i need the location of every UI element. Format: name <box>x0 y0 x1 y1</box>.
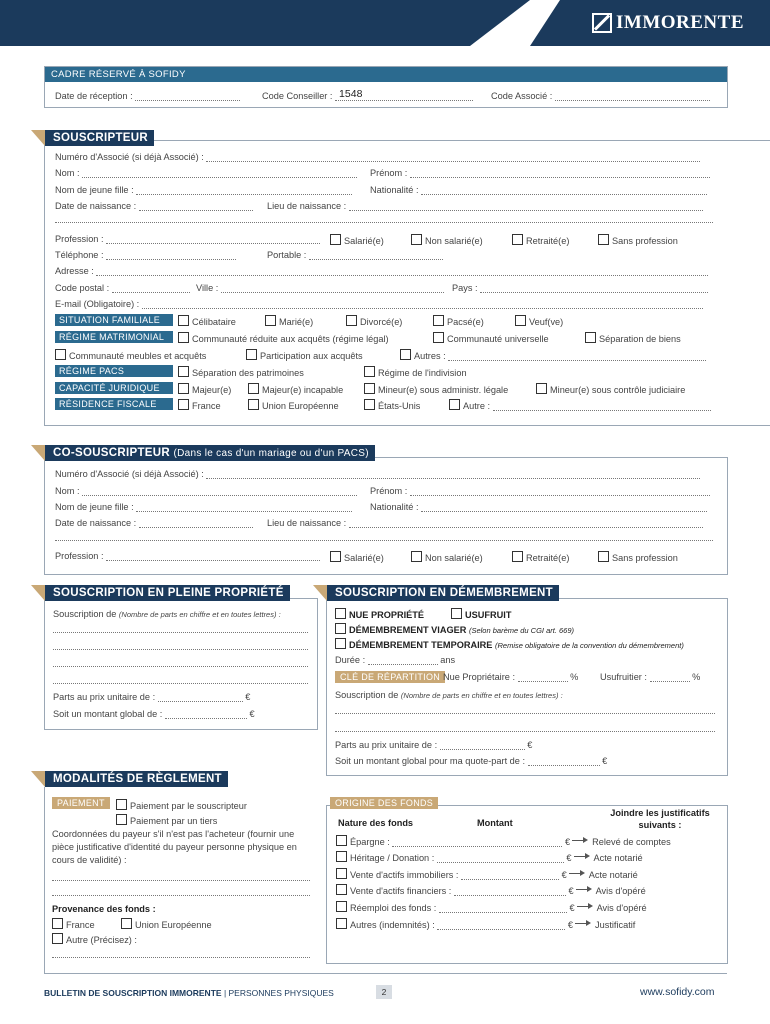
checkbox-icon <box>512 234 523 245</box>
modalites-title: MODALITÉS DE RÈGLEMENT <box>45 771 228 787</box>
profession-field[interactable] <box>106 234 320 244</box>
arrow-right-icon <box>572 836 590 845</box>
adresse-label: Adresse : <box>55 266 94 276</box>
residence-france-checkbox[interactable]: France <box>178 399 221 411</box>
pp-montant-field[interactable] <box>165 709 247 719</box>
co-prof-non-salarie-checkbox[interactable]: Non salarié(e) <box>411 551 483 563</box>
checkbox-icon <box>364 383 375 394</box>
checkbox-icon <box>178 332 189 343</box>
duree-label: Durée : <box>335 655 366 665</box>
capacite-juridique-tag: CAPACITÉ JURIDIQUE <box>55 382 173 394</box>
nue-proprietaire-field[interactable] <box>518 672 568 682</box>
telephone-field[interactable] <box>106 250 236 260</box>
souscripteur-title: SOUSCRIPTEUR <box>45 130 154 146</box>
co-profession-label: Profession : <box>55 551 104 561</box>
residence-autre-field[interactable] <box>493 401 711 411</box>
checkbox-icon <box>330 234 341 245</box>
situation-veuf-checkbox[interactable]: Veuf(ve) <box>515 315 563 327</box>
coordonnees-payeur-text: Coordonnées du payeur s'il n'est pas l'acheteur (fournir une pièce justificative d'identité du payeur personne physique en cours de validité) : <box>52 829 297 865</box>
checkbox-icon <box>248 399 259 410</box>
capacite-majeur-incapable-checkbox[interactable]: Majeur(e) incapable <box>248 383 343 395</box>
situation-marie-checkbox[interactable]: Marié(e) <box>265 315 313 327</box>
cadre-title: CADRE RÉSERVÉ À SOFIDY <box>45 67 727 82</box>
checkbox-icon <box>536 383 547 394</box>
code-postal-field[interactable] <box>112 283 190 293</box>
capacite-mineur-judiciaire-checkbox[interactable]: Mineur(e) sous contrôle judiciaire <box>536 383 685 395</box>
portable-field[interactable] <box>309 250 443 260</box>
date-reception-label: Date de réception : <box>55 91 133 101</box>
checkbox-icon <box>55 349 66 360</box>
demembrement-title: SOUSCRIPTION EN DÉMEMBREMENT <box>327 585 559 601</box>
usufruitier-label: Usufruitier : <box>600 672 647 682</box>
profession-label: Profession : <box>55 234 104 244</box>
co-lieu-naissance-field[interactable] <box>349 518 703 528</box>
co-numero-field[interactable] <box>206 469 700 479</box>
co-profession-field[interactable] <box>106 551 320 561</box>
situation-familiale-tag: SITUATION FAMILIALE <box>55 314 173 326</box>
regime-separation-biens-checkbox[interactable]: Séparation de biens <box>585 332 681 344</box>
origine-row[interactable]: Réemploi des fonds : € Avis d'opéré <box>336 901 647 913</box>
pp-parts-line1[interactable] <box>53 632 308 633</box>
code-conseiller-label: Code Conseiller : <box>262 91 333 101</box>
pp-prix-field[interactable] <box>158 692 243 702</box>
date-naissance-label: Date de naissance : <box>55 201 137 211</box>
nom-jeune-fille-field[interactable] <box>136 185 352 195</box>
regime-pacs-tag: RÉGIME PACS <box>55 365 173 377</box>
immorente-logo-icon <box>592 13 612 33</box>
checkbox-icon <box>598 551 609 562</box>
pacs-separation-checkbox[interactable]: Séparation des patrimoines <box>178 366 304 378</box>
situation-pacse-checkbox[interactable]: Pacsé(e) <box>433 315 484 327</box>
portable-label: Portable : <box>267 250 307 260</box>
checkbox-icon <box>364 366 375 377</box>
checkbox-icon <box>433 315 444 326</box>
email-label: E-mail (Obligatoire) : <box>55 299 140 309</box>
co-lieu-naissance-line2[interactable] <box>55 540 713 541</box>
checkbox-icon <box>364 399 375 410</box>
ans-label: ans <box>440 655 456 665</box>
situation-divorce-checkbox[interactable]: Divorcé(e) <box>346 315 402 327</box>
provenance-france-checkbox[interactable]: France <box>52 918 95 930</box>
checkbox-icon <box>336 901 347 912</box>
prof-salarie-checkbox[interactable]: Salarié(e) <box>330 234 384 246</box>
co-date-naissance-label: Date de naissance : <box>55 518 137 528</box>
date-reception-field[interactable] <box>135 91 240 101</box>
regime-communaute-universelle-checkbox[interactable]: Communauté universelle <box>433 332 549 344</box>
col-nature-header: Nature des fonds <box>338 818 414 828</box>
col-justif-header: Joindre les justificatifs suivants : <box>610 808 710 830</box>
checkbox-icon <box>400 349 411 360</box>
usufruit-checkbox[interactable]: USUFRUIT <box>451 608 511 620</box>
checkbox-icon <box>585 332 596 343</box>
origine-montant-field[interactable] <box>437 920 565 930</box>
nue-propriete-checkbox[interactable]: NUE PROPRIÉTÉ <box>335 608 424 620</box>
origine-row[interactable]: Vente d'actifs immobiliers : € Acte notarié <box>336 868 638 880</box>
demembrement-viager-checkbox[interactable]: DÉMEMBREMENT VIAGER (Selon barème du CGI art. 669) <box>335 623 574 635</box>
origine-row[interactable]: Héritage / Donation : € Acte notarié <box>336 851 643 863</box>
nom-jeune-fille-label: Nom de jeune fille : <box>55 185 134 195</box>
co-nationalite-label: Nationalité : <box>370 502 419 512</box>
origine-row[interactable]: Vente d'actifs financiers : € Avis d'opéré <box>336 884 646 896</box>
nom-label: Nom : <box>55 168 80 178</box>
co-date-naissance-field[interactable] <box>139 518 253 528</box>
residence-autre-checkbox[interactable]: Autre : <box>449 399 711 411</box>
dm-parts-line1[interactable] <box>335 713 715 714</box>
provenance-autre-checkbox[interactable]: Autre (Précisez) : <box>52 933 137 945</box>
regime-participation-checkbox[interactable]: Participation aux acquêts <box>246 349 363 361</box>
pays-label: Pays : <box>452 283 478 293</box>
origine-montant-field[interactable] <box>437 853 564 863</box>
coordonnees-line2[interactable] <box>52 895 310 896</box>
checkbox-icon <box>336 868 347 879</box>
checkbox-icon <box>265 315 276 326</box>
pp-souscription-note: (Nombre de parts en chiffre et en toutes lettres) : <box>118 610 281 619</box>
prenom-field[interactable] <box>410 168 710 178</box>
lieu-naissance-field[interactable] <box>349 201 703 211</box>
origine-montant-field[interactable] <box>392 837 562 847</box>
co-prenom-field[interactable] <box>410 486 710 496</box>
pp-parts-line2[interactable] <box>53 649 308 650</box>
prof-non-salarie-checkbox[interactable]: Non salarié(e) <box>411 234 483 246</box>
checkbox-icon <box>336 884 347 895</box>
checkbox-icon <box>178 315 189 326</box>
co-numero-label: Numéro d'Associé (si déjà Associé) : <box>55 469 204 479</box>
situation-celibataire-checkbox[interactable]: Célibataire <box>178 315 236 327</box>
checkbox-icon <box>433 332 444 343</box>
checkbox-icon <box>335 608 346 619</box>
numero-associe-field[interactable] <box>206 152 700 162</box>
code-associe-label: Code Associé : <box>491 91 553 101</box>
date-naissance-field[interactable] <box>139 201 253 211</box>
checkbox-icon <box>598 234 609 245</box>
pacs-indivision-checkbox[interactable]: Régime de l'indivision <box>364 366 467 378</box>
checkbox-icon <box>178 383 189 394</box>
code-associe-field[interactable] <box>555 91 710 101</box>
pp-parts-line3[interactable] <box>53 666 308 667</box>
code-conseiller-value: 1548 <box>339 88 363 100</box>
logo-text: IMMORENTE <box>616 12 744 33</box>
arrow-right-icon <box>569 869 587 878</box>
checkbox-icon <box>451 608 462 619</box>
col-montant-header: Montant <box>477 818 513 828</box>
footer-website-link[interactable]: www.sofidy.com <box>640 986 715 998</box>
immorente-logo <box>592 12 744 34</box>
cadre-panel <box>44 66 728 108</box>
checkbox-icon <box>116 814 127 825</box>
regime-matrimonial-tag: RÉGIME MATRIMONIAL <box>55 331 173 343</box>
co-nom-label: Nom : <box>55 486 80 496</box>
lieu-naissance-label: Lieu de naissance : <box>267 201 347 211</box>
checkbox-icon <box>336 918 347 929</box>
dm-souscription-label: Souscription de <box>335 690 399 700</box>
provenance-title: Provenance des fonds : <box>52 904 156 914</box>
checkbox-icon <box>330 551 341 562</box>
ville-field[interactable] <box>221 283 444 293</box>
dm-prix-field[interactable] <box>440 740 525 750</box>
dm-parts-line2[interactable] <box>335 731 715 732</box>
checkbox-icon <box>411 551 422 562</box>
code-postal-label: Code postal : <box>55 283 110 293</box>
regime-autres-checkbox[interactable]: Autres : <box>400 349 706 361</box>
dm-montant-label: Soit un montant global pour ma quote-part de : <box>335 756 525 766</box>
arrow-right-icon <box>574 852 592 861</box>
telephone-label: Téléphone : <box>55 250 104 260</box>
email-field[interactable] <box>142 299 703 309</box>
euro-sign: € <box>249 709 255 719</box>
paiement-souscripteur-checkbox[interactable]: Paiement par le souscripteur <box>116 799 247 811</box>
pp-prix-label: Parts au prix unitaire de : <box>53 692 156 702</box>
cle-repartition-tag: CLÉ DE RÉPARTITION <box>335 671 445 683</box>
code-conseiller-field[interactable] <box>335 88 473 101</box>
pleine-propriete-title: SOUSCRIPTION EN PLEINE PROPRIÉTÉ <box>45 585 290 601</box>
coordonnees-line1[interactable] <box>52 880 310 881</box>
regime-communaute-reduite-checkbox[interactable]: Communauté réduite aux acquêts (régime légal) <box>178 332 389 344</box>
checkbox-icon <box>336 835 347 846</box>
origine-row[interactable]: Épargne : € Relevé de comptes <box>336 835 671 847</box>
cosouscripteur-title: CO-SOUSCRIPTEUR (Dans le cas d'un mariage ou d'un PACS) <box>45 445 375 461</box>
checkbox-icon <box>512 551 523 562</box>
usufruitier-field[interactable] <box>650 672 690 682</box>
capacite-majeur-checkbox[interactable]: Majeur(e) <box>178 383 231 395</box>
adresse-field[interactable] <box>96 266 708 276</box>
co-nom-field[interactable] <box>82 486 357 496</box>
nom-field[interactable] <box>82 168 357 178</box>
page-number: 2 <box>376 985 392 999</box>
co-prenom-label: Prénom : <box>370 486 408 496</box>
header-slant <box>470 0 530 46</box>
pp-souscription-label: Souscription de <box>53 609 117 619</box>
prof-sans-profession-checkbox[interactable]: Sans profession <box>598 234 678 246</box>
co-nom-jeune-fille-field[interactable] <box>136 502 352 512</box>
euro-sign: € <box>602 756 608 766</box>
checkbox-icon <box>248 383 259 394</box>
arrow-right-icon <box>576 885 594 894</box>
checkbox-icon <box>336 851 347 862</box>
euro-sign: € <box>245 692 251 702</box>
checkbox-icon <box>178 399 189 410</box>
checkbox-icon <box>52 918 63 929</box>
co-prof-sans-profession-checkbox[interactable]: Sans profession <box>598 551 678 563</box>
origine-row[interactable]: Autres (indemnités) : € Justificatif <box>336 918 635 930</box>
checkbox-icon <box>449 399 460 410</box>
co-prof-salarie-checkbox[interactable]: Salarié(e) <box>330 551 384 563</box>
co-prof-retraite-checkbox[interactable]: Retraité(e) <box>512 551 569 563</box>
demembrement-temporaire-checkbox[interactable]: DÉMEMBREMENT TEMPORAIRE (Remise obligatoire de la convention du démembrement) <box>335 638 684 650</box>
checkbox-icon <box>411 234 422 245</box>
prenom-label: Prénom : <box>370 168 408 178</box>
paiement-tiers-checkbox[interactable]: Paiement par un tiers <box>116 814 217 826</box>
checkbox-icon <box>52 933 63 944</box>
pp-montant-label: Soit un montant global de : <box>53 709 163 719</box>
numero-associe-label: Numéro d'Associé (si déjà Associé) : <box>55 152 204 162</box>
checkbox-icon <box>121 918 132 929</box>
checkbox-icon <box>246 349 257 360</box>
checkbox-icon <box>335 623 346 634</box>
duree-field[interactable] <box>368 655 438 665</box>
provenance-ue-checkbox[interactable]: Union Européenne <box>121 918 212 930</box>
origine-montant-field[interactable] <box>454 886 566 896</box>
arrow-right-icon <box>575 919 593 928</box>
nationalite-field[interactable] <box>421 185 707 195</box>
checkbox-icon <box>515 315 526 326</box>
footer-doc-title: BULLETIN DE SOUSCRIPTION IMMORENTE | PERSONNES PHYSIQUES <box>44 988 334 998</box>
euro-sign: € <box>527 740 533 750</box>
nationalite-label: Nationalité : <box>370 185 419 195</box>
residence-ue-checkbox[interactable]: Union Européenne <box>248 399 339 411</box>
pays-field[interactable] <box>480 283 708 293</box>
origine-montant-field[interactable] <box>439 903 567 913</box>
pp-parts-line4[interactable] <box>53 683 308 684</box>
prof-retraite-checkbox[interactable]: Retraité(e) <box>512 234 569 246</box>
checkbox-icon <box>178 366 189 377</box>
co-nationalite-field[interactable] <box>421 502 707 512</box>
regime-meubles-acquets-checkbox[interactable]: Communauté meubles et acquêts <box>55 349 206 361</box>
nue-proprietaire-label: Nue Propriétaire : <box>443 672 516 682</box>
provenance-autre-field[interactable] <box>52 957 310 958</box>
dm-montant-field[interactable] <box>528 756 600 766</box>
checkbox-icon <box>335 638 346 649</box>
co-nom-jeune-fille-label: Nom de jeune fille : <box>55 502 134 512</box>
checkbox-icon <box>346 315 357 326</box>
dm-souscription-note: (Nombre de parts en chiffre et en toutes lettres) : <box>400 691 563 700</box>
checkbox-icon <box>116 799 127 810</box>
capacite-mineur-admin-checkbox[interactable]: Mineur(e) sous administr. légale <box>364 383 508 395</box>
header-left-band <box>0 0 470 46</box>
ville-label: Ville : <box>196 283 219 293</box>
co-lieu-naissance-label: Lieu de naissance : <box>267 518 347 528</box>
regime-autres-field[interactable] <box>448 351 706 361</box>
paiement-tag: PAIEMENT <box>52 797 110 809</box>
origine-montant-field[interactable] <box>461 870 559 880</box>
arrow-right-icon <box>577 902 595 911</box>
origine-fonds-tag: ORIGINE DES FONDS <box>330 797 438 809</box>
dm-prix-label: Parts au prix unitaire de : <box>335 740 438 750</box>
residence-fiscale-tag: RÉSIDENCE FISCALE <box>55 398 173 410</box>
lieu-naissance-line2[interactable] <box>55 222 713 223</box>
residence-usa-checkbox[interactable]: États-Unis <box>364 399 420 411</box>
